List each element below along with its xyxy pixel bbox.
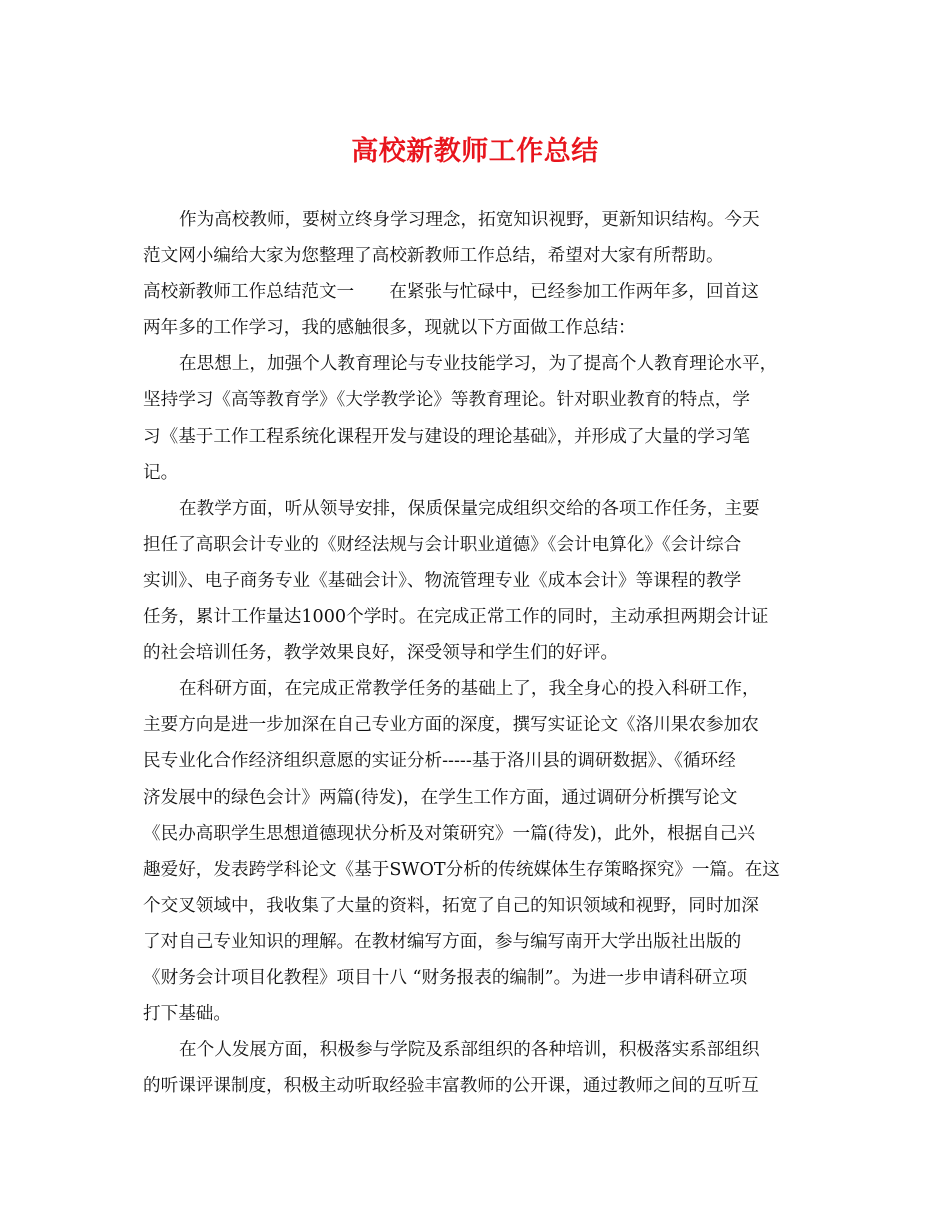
text-line: 了对自己专业知识的理解。在教材编写方面，参与编写南开大学出版社出版的 — [143, 931, 742, 952]
text-line: 范文网小编给大家为您整理了高校新教师工作总结，希望对大家有所帮助。 — [143, 246, 724, 267]
text-line: 打下基础。 — [143, 1004, 231, 1025]
document-body — [143, 202, 808, 1104]
text-line: 在教学方面，听从领导安排，保质保量完成组织交给的各项工作任务，主要 — [179, 498, 760, 519]
text-line: 作为高校教师，要树立终身学习理念，拓宽知识视野，更新知识结构。今天 — [179, 210, 760, 230]
text-line: 坚持学习《高等教育学》《大学教学论》等教育理论。针对职业教育的特点，学 — [143, 390, 750, 411]
text-line: 主要方向是进一步加深在自己专业方面的深度，撰写实证论文《洛川果农参加农 — [143, 715, 759, 736]
text-line: 民专业化合作经济组织意愿的实证分析-----基于洛川县的调研数据》、《循环经 — [143, 751, 736, 772]
text-line: 实训》、电子商务专业《基础会计》、物流管理专业《成本会计》等课程的教学 — [143, 570, 742, 591]
text-line: 在科研方面，在完成正常教学任务的基础上了，我全身心的投入科研工作， — [179, 679, 760, 700]
text-line: 的听课评课制度，积极主动听取经验丰富教师的公开课，通过教师之间的互听互 — [143, 1076, 759, 1097]
text-line: 习《基于工作工程系统化课程开发与建设的理论基础》，并形成了大量的学习笔 — [143, 426, 750, 447]
text-line: 记。 — [143, 462, 179, 483]
text-line: 趣爱好，发表跨学科论文《基于SWOT分析的传统媒体生存策略探究》一篇。在这 — [143, 859, 780, 880]
document-title: 高校新教师工作总结 — [351, 136, 599, 167]
text-line: 个交叉领域中，我收集了大量的资料，拓宽了自己的知识领域和视野，同时加深 — [143, 895, 759, 916]
text-line: 济发展中的绿色会计》两篇(待发)，在学生工作方面，通过调研分析撰写论文 — [143, 787, 738, 808]
text-line: 《民办高职学生思想道德现状分析及对策研究》一篇(待发)，此外，根据自己兴 — [143, 823, 755, 844]
text-line: 任务，累计工作量达1000个学时。在完成正常工作的同时，主动承担两期会计证 — [143, 607, 769, 628]
text-line: 担任了高职会计专业的《财经法规与会计职业道德》《会计电算化》《会计综合 — [143, 534, 742, 555]
text-line: 在个人发展方面，积极参与学院及系部组织的各种培训，积极落实系部组织 — [179, 1040, 760, 1061]
text-line: 两年多的工作学习，我的感触很多，现就以下方面做工作总结： — [143, 318, 636, 339]
text-line: 的社会培训任务，教学效果良好，深受领导和学生们的好评。 — [143, 643, 619, 664]
text-line: 在思想上，加强个人教育理论与专业技能学习，为了提高个人教育理论水平， — [179, 354, 778, 375]
text-line: 高校新教师工作总结范文一 在紧张与忙碌中，已经参加工作两年多，回首这 — [143, 282, 759, 303]
text-line: 《财务会计项目化教程》项目十八 “财务报表的编制”。为进一步申请科研立项 — [143, 967, 748, 988]
